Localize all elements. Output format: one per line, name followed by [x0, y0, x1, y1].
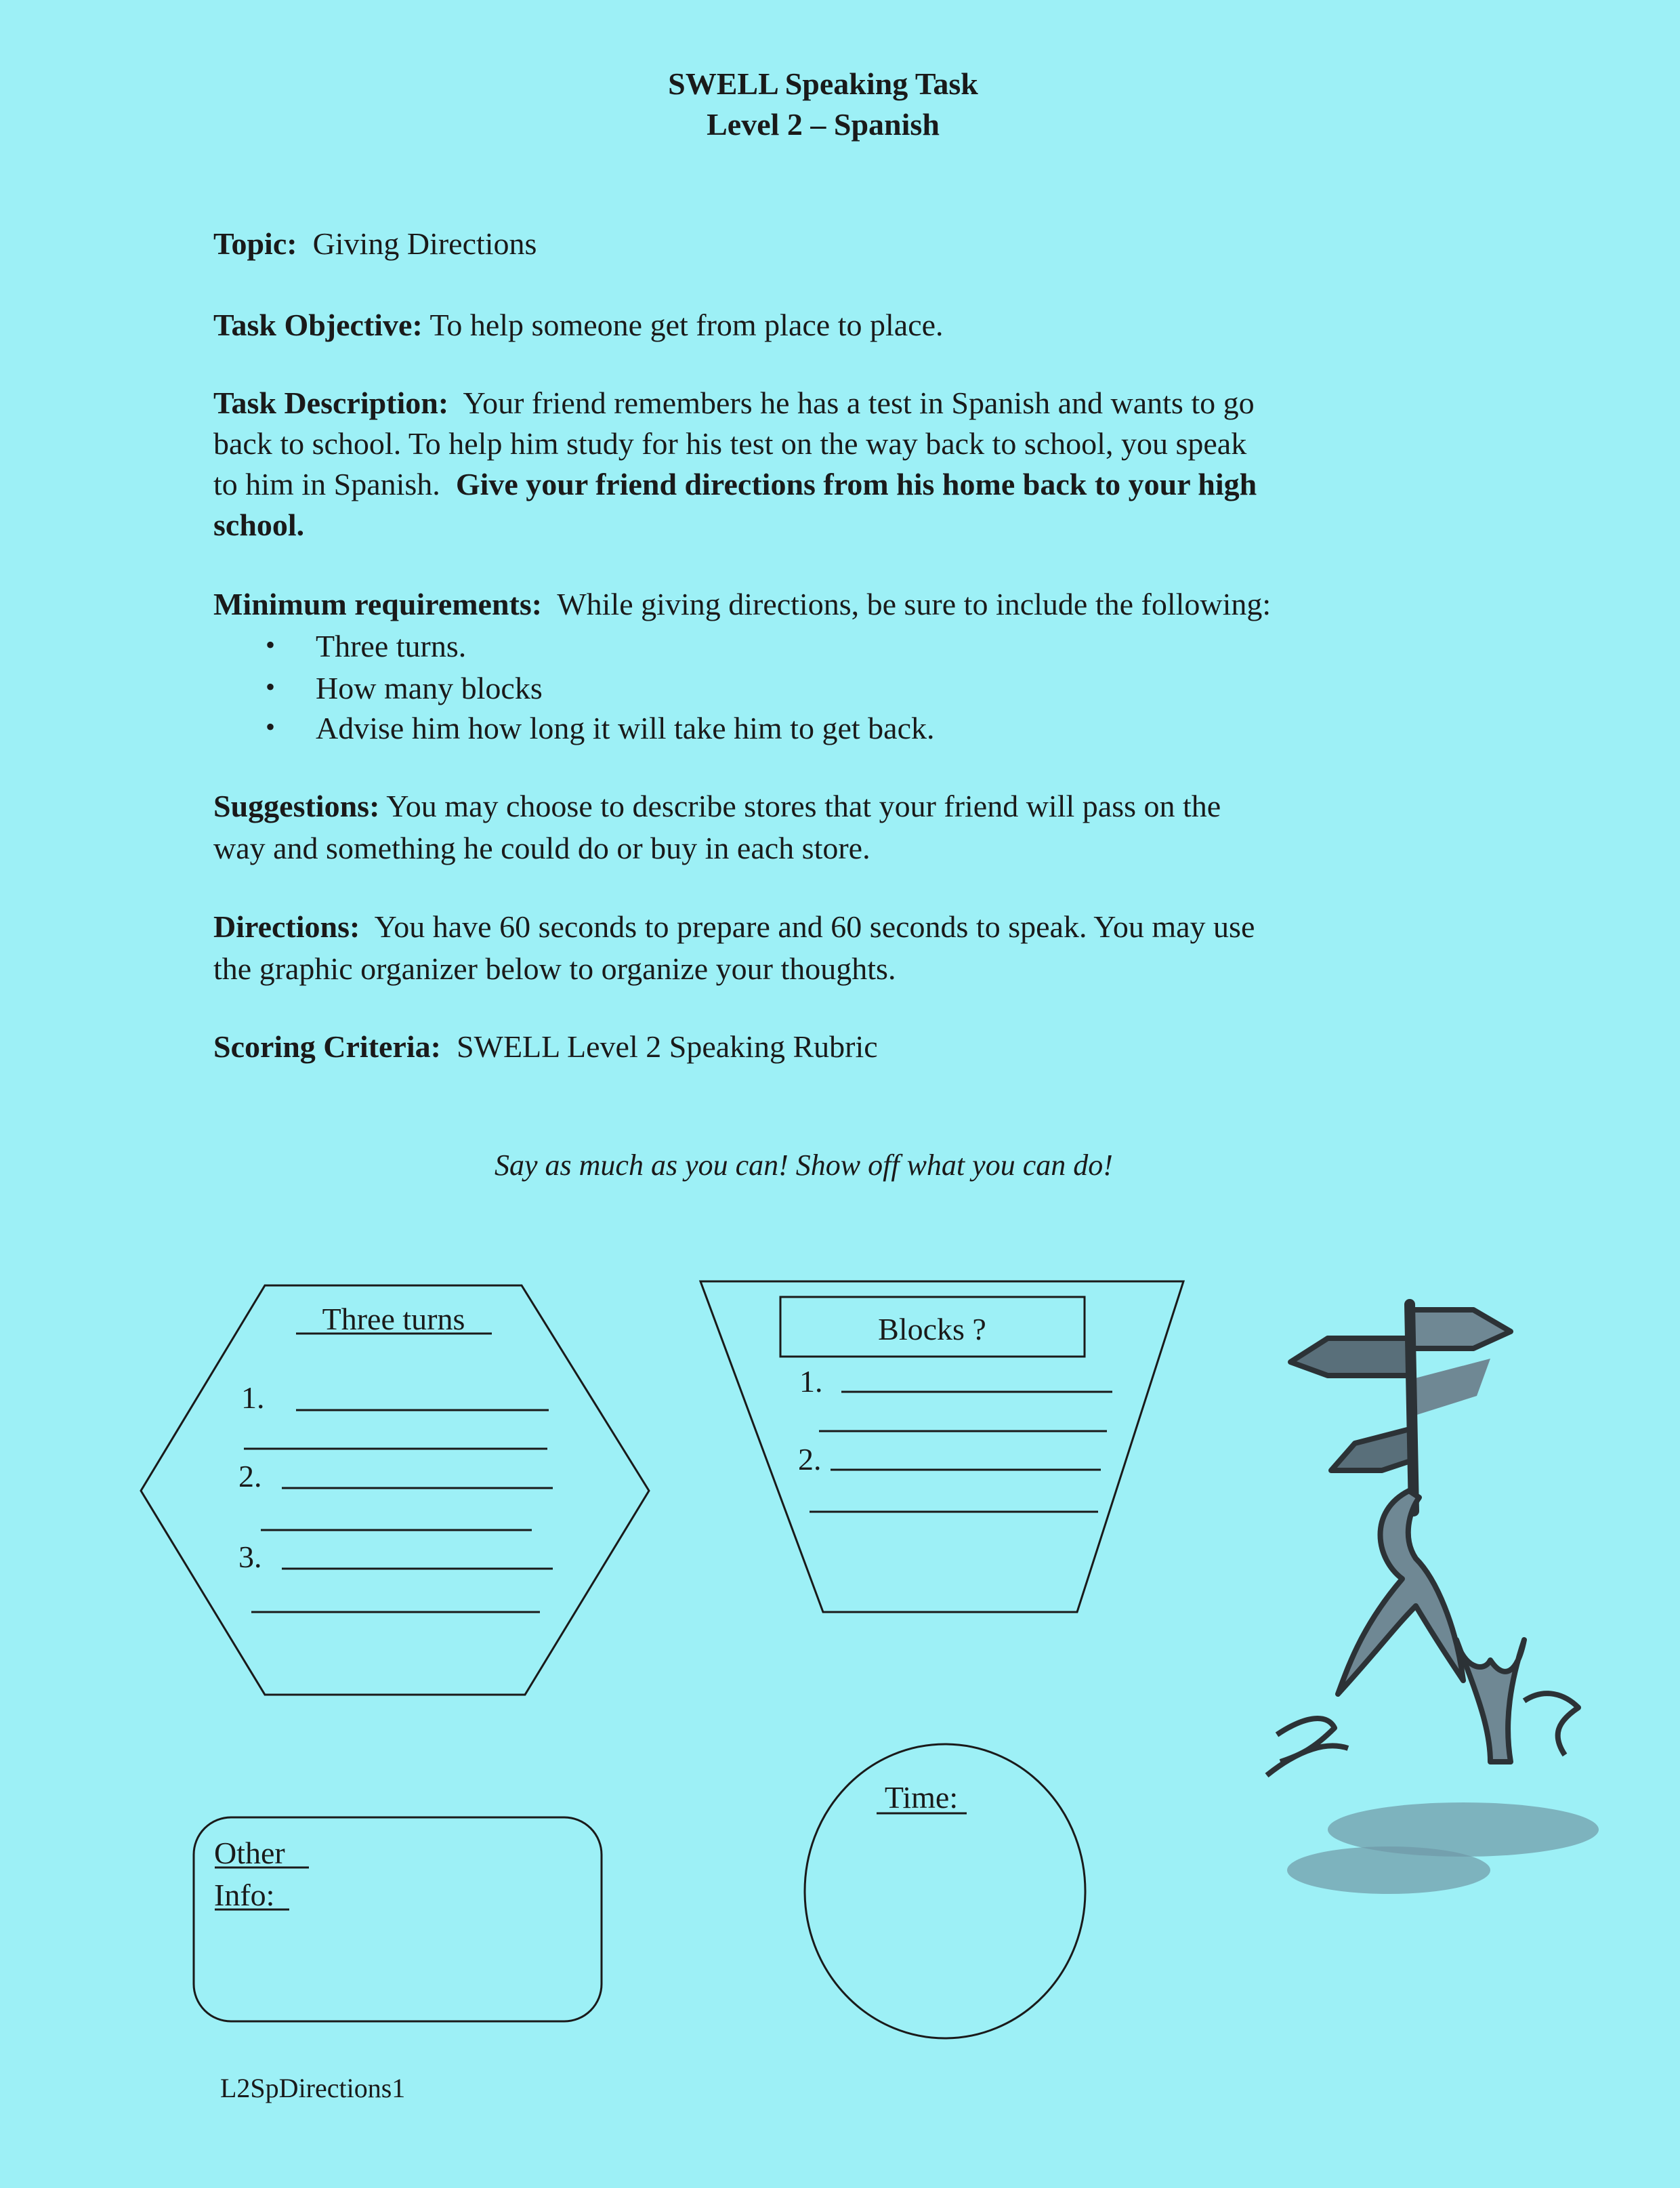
footer-code: L2SpDirections1: [220, 2073, 406, 2103]
task-description-line: school.: [213, 508, 305, 542]
page-title: SWELL Speaking Task: [668, 66, 978, 101]
requirement-item: Advise him how long it will take him to get back.: [316, 711, 935, 745]
block-number: 2.: [798, 1442, 822, 1477]
description-text: Your friend remembers he has a test in Spanish and wants to go: [463, 386, 1255, 420]
signpost-clipart: [1267, 1304, 1599, 1894]
turn-number: 2.: [238, 1459, 262, 1493]
directions-line: the graphic organizer below to organize your thoughts.: [213, 951, 896, 986]
description-emphasis: Give your friend directions from his home back to your high: [455, 467, 1257, 501]
other-info-title: Info:: [214, 1878, 275, 1912]
task-description-line: back to school. To help him study for his test on the way back to school, you speak: [213, 426, 1247, 461]
requirements-text: While giving directions, be sure to include the following:: [557, 587, 1272, 621]
description-label: Task Description:: [213, 386, 449, 420]
page-subtitle: Level 2 – Spanish: [707, 107, 940, 142]
bullet: •: [266, 629, 276, 660]
scoring-value: SWELL Level 2 Speaking Rubric: [456, 1029, 878, 1064]
requirement-item: Three turns.: [316, 629, 467, 663]
directions-text: You have 60 seconds to prepare and 60 seconds to speak. You may use: [374, 909, 1255, 944]
time-title: Time:: [884, 1780, 959, 1815]
suggestions-label: Suggestions:: [213, 789, 380, 823]
other-info-title: Other: [214, 1836, 285, 1870]
block-number: 1.: [799, 1364, 823, 1399]
turns-title: Three turns: [322, 1302, 465, 1336]
motto: Say as much as you can! Show off what you can do!: [495, 1149, 1113, 1182]
bullet: •: [266, 672, 276, 702]
turn-number: 1.: [241, 1380, 265, 1415]
topic-value: Giving Directions: [312, 226, 537, 261]
suggestions-text: You may choose to describe stores that your friend will pass on the: [386, 789, 1221, 823]
topic-label: Topic:: [213, 226, 297, 261]
objective-label: Task Objective:: [213, 308, 423, 342]
description-text: to him in Spanish.: [213, 467, 440, 501]
suggestions-line: way and something he could do or buy in each store.: [213, 831, 870, 865]
bullet: •: [266, 711, 276, 742]
turn-number: 3.: [238, 1540, 262, 1574]
blocks-title: Blocks ?: [878, 1312, 986, 1346]
directions-label: Directions:: [213, 909, 360, 944]
requirements-label: Minimum requirements:: [213, 587, 543, 621]
turns-hexagon: [141, 1285, 649, 1695]
requirement-item: How many blocks: [316, 671, 543, 705]
scoring-label: Scoring Criteria:: [213, 1029, 441, 1064]
objective-value: To help someone get from place to place.: [429, 308, 944, 342]
